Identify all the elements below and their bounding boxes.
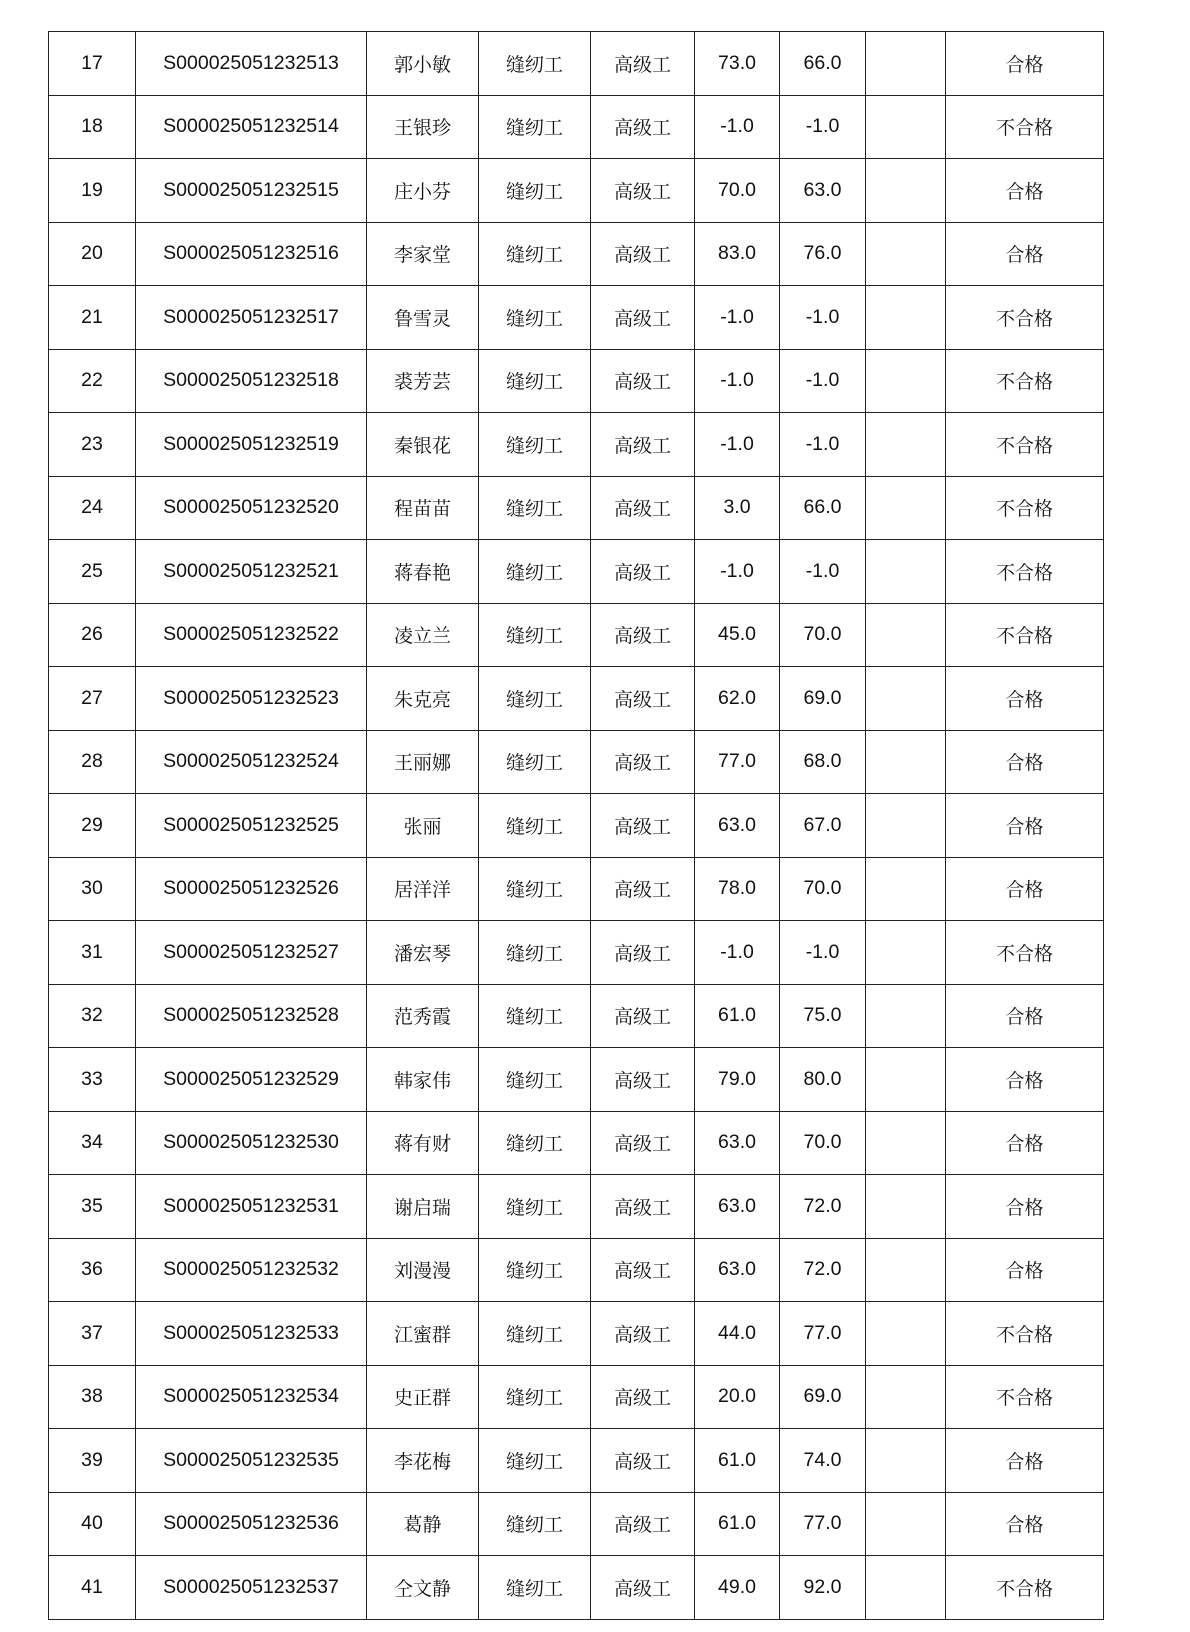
- cell-certificate-id: S000025051232515: [136, 159, 367, 223]
- cell-certificate-id: S000025051232533: [136, 1302, 367, 1366]
- table-row: [49, 1111, 1104, 1175]
- cell-result: 不合格: [946, 603, 1104, 667]
- cell-trade: 缝纫工: [479, 1238, 591, 1302]
- cell-result: 不合格: [946, 1302, 1104, 1366]
- cell-certificate-id: S000025051232534: [136, 1365, 367, 1429]
- cell-certificate-id: S000025051232516: [136, 222, 367, 286]
- cell-certificate-id: S000025051232523: [136, 667, 367, 731]
- table-row: [49, 413, 1104, 477]
- cell-score-b: 72.0: [780, 1238, 866, 1302]
- cell-empty: [866, 1111, 946, 1175]
- cell-score-b: -1.0: [780, 95, 866, 159]
- cell-empty: [866, 921, 946, 985]
- cell-empty: [866, 159, 946, 223]
- cell-row-number: 31: [49, 921, 136, 985]
- cell-row-number: 24: [49, 476, 136, 540]
- cell-score-b: -1.0: [780, 540, 866, 604]
- cell-certificate-id: S000025051232530: [136, 1111, 367, 1175]
- cell-row-number: 21: [49, 286, 136, 350]
- cell-score-a: 83.0: [695, 222, 780, 286]
- cell-score-b: -1.0: [780, 286, 866, 350]
- cell-row-number: 34: [49, 1111, 136, 1175]
- cell-name: 谢启瑞: [367, 1175, 479, 1239]
- table-row: [49, 730, 1104, 794]
- cell-score-b: 66.0: [780, 476, 866, 540]
- cell-empty: [866, 1556, 946, 1620]
- cell-row-number: 38: [49, 1365, 136, 1429]
- cell-score-b: 70.0: [780, 857, 866, 921]
- cell-score-a: 3.0: [695, 476, 780, 540]
- cell-score-b: 77.0: [780, 1492, 866, 1556]
- cell-score-a: 63.0: [695, 1238, 780, 1302]
- cell-level: 高级工: [591, 1556, 695, 1620]
- cell-trade: 缝纫工: [479, 603, 591, 667]
- cell-result: 合格: [946, 1492, 1104, 1556]
- cell-row-number: 41: [49, 1556, 136, 1620]
- cell-row-number: 36: [49, 1238, 136, 1302]
- cell-score-b: 63.0: [780, 159, 866, 223]
- cell-trade: 缝纫工: [479, 286, 591, 350]
- cell-result: 合格: [946, 984, 1104, 1048]
- cell-score-b: 66.0: [780, 32, 866, 96]
- cell-score-a: -1.0: [695, 349, 780, 413]
- cell-trade: 缝纫工: [479, 730, 591, 794]
- cell-trade: 缝纫工: [479, 1492, 591, 1556]
- cell-score-b: 72.0: [780, 1175, 866, 1239]
- cell-score-a: -1.0: [695, 413, 780, 477]
- cell-empty: [866, 413, 946, 477]
- cell-empty: [866, 1048, 946, 1112]
- table-row: [49, 540, 1104, 604]
- cell-level: 高级工: [591, 794, 695, 858]
- cell-empty: [866, 857, 946, 921]
- cell-empty: [866, 540, 946, 604]
- cell-name: 史正群: [367, 1365, 479, 1429]
- table-row: [49, 794, 1104, 858]
- cell-level: 高级工: [591, 857, 695, 921]
- cell-certificate-id: S000025051232528: [136, 984, 367, 1048]
- table-row: [49, 921, 1104, 985]
- cell-level: 高级工: [591, 1175, 695, 1239]
- cell-result: 合格: [946, 1111, 1104, 1175]
- cell-score-a: 63.0: [695, 794, 780, 858]
- cell-certificate-id: S000025051232525: [136, 794, 367, 858]
- cell-certificate-id: S000025051232521: [136, 540, 367, 604]
- cell-score-b: 69.0: [780, 1365, 866, 1429]
- cell-certificate-id: S000025051232526: [136, 857, 367, 921]
- cell-result: 合格: [946, 1429, 1104, 1493]
- cell-name: 程苗苗: [367, 476, 479, 540]
- cell-empty: [866, 667, 946, 731]
- cell-row-number: 25: [49, 540, 136, 604]
- cell-name: 韩家伟: [367, 1048, 479, 1112]
- cell-result: 不合格: [946, 95, 1104, 159]
- cell-row-number: 22: [49, 349, 136, 413]
- cell-certificate-id: S000025051232520: [136, 476, 367, 540]
- cell-trade: 缝纫工: [479, 1556, 591, 1620]
- cell-level: 高级工: [591, 32, 695, 96]
- table-row: [49, 222, 1104, 286]
- cell-score-b: -1.0: [780, 413, 866, 477]
- cell-empty: [866, 222, 946, 286]
- cell-trade: 缝纫工: [479, 667, 591, 731]
- table-row: [49, 603, 1104, 667]
- cell-name: 裘芳芸: [367, 349, 479, 413]
- cell-score-b: 67.0: [780, 794, 866, 858]
- table-row: [49, 984, 1104, 1048]
- cell-empty: [866, 32, 946, 96]
- cell-empty: [866, 1365, 946, 1429]
- cell-level: 高级工: [591, 1365, 695, 1429]
- cell-level: 高级工: [591, 476, 695, 540]
- table-row: [49, 667, 1104, 731]
- cell-trade: 缝纫工: [479, 349, 591, 413]
- cell-level: 高级工: [591, 349, 695, 413]
- cell-level: 高级工: [591, 921, 695, 985]
- cell-score-b: 70.0: [780, 603, 866, 667]
- cell-name: 李家堂: [367, 222, 479, 286]
- cell-certificate-id: S000025051232536: [136, 1492, 367, 1556]
- cell-row-number: 39: [49, 1429, 136, 1493]
- cell-row-number: 35: [49, 1175, 136, 1239]
- cell-score-a: 20.0: [695, 1365, 780, 1429]
- cell-result: 不合格: [946, 349, 1104, 413]
- cell-score-a: 63.0: [695, 1175, 780, 1239]
- cell-name: 庄小芬: [367, 159, 479, 223]
- cell-score-b: -1.0: [780, 921, 866, 985]
- cell-score-a: 61.0: [695, 984, 780, 1048]
- cell-result: 合格: [946, 794, 1104, 858]
- cell-trade: 缝纫工: [479, 1365, 591, 1429]
- cell-empty: [866, 1492, 946, 1556]
- cell-score-a: 45.0: [695, 603, 780, 667]
- cell-row-number: 33: [49, 1048, 136, 1112]
- cell-name: 秦银花: [367, 413, 479, 477]
- cell-score-a: 44.0: [695, 1302, 780, 1366]
- cell-certificate-id: S000025051232524: [136, 730, 367, 794]
- cell-name: 蒋春艳: [367, 540, 479, 604]
- table-row: [49, 1556, 1104, 1620]
- cell-empty: [866, 476, 946, 540]
- cell-trade: 缝纫工: [479, 1429, 591, 1493]
- cell-level: 高级工: [591, 1302, 695, 1366]
- cell-score-a: -1.0: [695, 95, 780, 159]
- cell-level: 高级工: [591, 413, 695, 477]
- cell-name: 葛静: [367, 1492, 479, 1556]
- cell-name: 朱克亮: [367, 667, 479, 731]
- cell-score-b: 76.0: [780, 222, 866, 286]
- cell-score-b: 92.0: [780, 1556, 866, 1620]
- cell-trade: 缝纫工: [479, 413, 591, 477]
- cell-score-a: 78.0: [695, 857, 780, 921]
- cell-certificate-id: S000025051232535: [136, 1429, 367, 1493]
- cell-score-b: 69.0: [780, 667, 866, 731]
- table-row: [49, 1365, 1104, 1429]
- cell-empty: [866, 1175, 946, 1239]
- table-row: [49, 1492, 1104, 1556]
- cell-row-number: 27: [49, 667, 136, 731]
- cell-result: 不合格: [946, 1365, 1104, 1429]
- cell-name: 鲁雪灵: [367, 286, 479, 350]
- cell-trade: 缝纫工: [479, 32, 591, 96]
- cell-level: 高级工: [591, 984, 695, 1048]
- cell-empty: [866, 794, 946, 858]
- cell-result: 不合格: [946, 921, 1104, 985]
- cell-trade: 缝纫工: [479, 1111, 591, 1175]
- cell-result: 不合格: [946, 476, 1104, 540]
- table-row: [49, 1048, 1104, 1112]
- cell-result: 不合格: [946, 413, 1104, 477]
- cell-result: 合格: [946, 159, 1104, 223]
- cell-row-number: 20: [49, 222, 136, 286]
- cell-certificate-id: S000025051232522: [136, 603, 367, 667]
- cell-result: 合格: [946, 1175, 1104, 1239]
- cell-name: 蒋有财: [367, 1111, 479, 1175]
- cell-certificate-id: S000025051232517: [136, 286, 367, 350]
- results-table: [48, 31, 1104, 1620]
- cell-certificate-id: S000025051232531: [136, 1175, 367, 1239]
- cell-row-number: 29: [49, 794, 136, 858]
- cell-level: 高级工: [591, 159, 695, 223]
- table-row: [49, 32, 1104, 96]
- cell-score-b: 77.0: [780, 1302, 866, 1366]
- cell-name: 居洋洋: [367, 857, 479, 921]
- cell-row-number: 28: [49, 730, 136, 794]
- table-row: [49, 476, 1104, 540]
- cell-score-a: 61.0: [695, 1492, 780, 1556]
- cell-row-number: 40: [49, 1492, 136, 1556]
- cell-result: 不合格: [946, 1556, 1104, 1620]
- cell-level: 高级工: [591, 1111, 695, 1175]
- cell-trade: 缝纫工: [479, 540, 591, 604]
- cell-level: 高级工: [591, 1238, 695, 1302]
- cell-empty: [866, 730, 946, 794]
- table-row: [49, 1238, 1104, 1302]
- cell-score-a: 49.0: [695, 1556, 780, 1620]
- cell-score-a: 70.0: [695, 159, 780, 223]
- cell-level: 高级工: [591, 1492, 695, 1556]
- cell-score-a: -1.0: [695, 540, 780, 604]
- cell-empty: [866, 1302, 946, 1366]
- cell-empty: [866, 286, 946, 350]
- cell-trade: 缝纫工: [479, 921, 591, 985]
- table-row: [49, 1429, 1104, 1493]
- cell-trade: 缝纫工: [479, 1302, 591, 1366]
- cell-trade: 缝纫工: [479, 857, 591, 921]
- cell-result: 合格: [946, 730, 1104, 794]
- table-row: [49, 349, 1104, 413]
- cell-level: 高级工: [591, 540, 695, 604]
- cell-name: 仝文静: [367, 1556, 479, 1620]
- table-row: [49, 95, 1104, 159]
- cell-score-b: 70.0: [780, 1111, 866, 1175]
- cell-score-a: 61.0: [695, 1429, 780, 1493]
- cell-name: 凌立兰: [367, 603, 479, 667]
- cell-certificate-id: S000025051232527: [136, 921, 367, 985]
- cell-row-number: 19: [49, 159, 136, 223]
- cell-level: 高级工: [591, 730, 695, 794]
- cell-result: 合格: [946, 857, 1104, 921]
- cell-trade: 缝纫工: [479, 984, 591, 1048]
- cell-trade: 缝纫工: [479, 1048, 591, 1112]
- cell-result: 合格: [946, 667, 1104, 731]
- cell-level: 高级工: [591, 1429, 695, 1493]
- cell-level: 高级工: [591, 1048, 695, 1112]
- cell-row-number: 18: [49, 95, 136, 159]
- table-row: [49, 1302, 1104, 1366]
- cell-name: 张丽: [367, 794, 479, 858]
- cell-score-a: 63.0: [695, 1111, 780, 1175]
- cell-score-a: 77.0: [695, 730, 780, 794]
- cell-certificate-id: S000025051232514: [136, 95, 367, 159]
- cell-empty: [866, 603, 946, 667]
- cell-row-number: 26: [49, 603, 136, 667]
- table-body: [49, 32, 1104, 1620]
- cell-certificate-id: S000025051232537: [136, 1556, 367, 1620]
- cell-score-a: -1.0: [695, 286, 780, 350]
- cell-name: 李花梅: [367, 1429, 479, 1493]
- cell-result: 合格: [946, 1048, 1104, 1112]
- cell-trade: 缝纫工: [479, 1175, 591, 1239]
- cell-level: 高级工: [591, 603, 695, 667]
- cell-score-b: 80.0: [780, 1048, 866, 1112]
- cell-name: 范秀霞: [367, 984, 479, 1048]
- cell-result: 合格: [946, 222, 1104, 286]
- cell-score-b: 68.0: [780, 730, 866, 794]
- cell-empty: [866, 1429, 946, 1493]
- cell-certificate-id: S000025051232532: [136, 1238, 367, 1302]
- table-row: [49, 286, 1104, 350]
- cell-result: 不合格: [946, 286, 1104, 350]
- cell-result: 合格: [946, 1238, 1104, 1302]
- cell-empty: [866, 349, 946, 413]
- cell-certificate-id: S000025051232513: [136, 32, 367, 96]
- cell-empty: [866, 984, 946, 1048]
- cell-row-number: 32: [49, 984, 136, 1048]
- cell-score-a: -1.0: [695, 921, 780, 985]
- table-row: [49, 857, 1104, 921]
- cell-trade: 缝纫工: [479, 222, 591, 286]
- cell-result: 不合格: [946, 540, 1104, 604]
- cell-empty: [866, 1238, 946, 1302]
- cell-certificate-id: S000025051232519: [136, 413, 367, 477]
- cell-name: 王丽娜: [367, 730, 479, 794]
- cell-name: 江蜜群: [367, 1302, 479, 1366]
- cell-level: 高级工: [591, 667, 695, 731]
- cell-score-a: 79.0: [695, 1048, 780, 1112]
- cell-trade: 缝纫工: [479, 794, 591, 858]
- cell-empty: [866, 95, 946, 159]
- cell-score-a: 73.0: [695, 32, 780, 96]
- cell-score-b: 75.0: [780, 984, 866, 1048]
- cell-row-number: 30: [49, 857, 136, 921]
- table-row: [49, 1175, 1104, 1239]
- cell-name: 潘宏琴: [367, 921, 479, 985]
- cell-trade: 缝纫工: [479, 95, 591, 159]
- cell-level: 高级工: [591, 222, 695, 286]
- cell-score-a: 62.0: [695, 667, 780, 731]
- cell-level: 高级工: [591, 95, 695, 159]
- cell-trade: 缝纫工: [479, 476, 591, 540]
- cell-row-number: 17: [49, 32, 136, 96]
- cell-certificate-id: S000025051232518: [136, 349, 367, 413]
- cell-certificate-id: S000025051232529: [136, 1048, 367, 1112]
- cell-level: 高级工: [591, 286, 695, 350]
- cell-result: 合格: [946, 32, 1104, 96]
- cell-trade: 缝纫工: [479, 159, 591, 223]
- cell-score-b: -1.0: [780, 349, 866, 413]
- cell-name: 郭小敏: [367, 32, 479, 96]
- cell-name: 刘漫漫: [367, 1238, 479, 1302]
- cell-score-b: 74.0: [780, 1429, 866, 1493]
- cell-row-number: 37: [49, 1302, 136, 1366]
- table-row: [49, 159, 1104, 223]
- cell-name: 王银珍: [367, 95, 479, 159]
- cell-row-number: 23: [49, 413, 136, 477]
